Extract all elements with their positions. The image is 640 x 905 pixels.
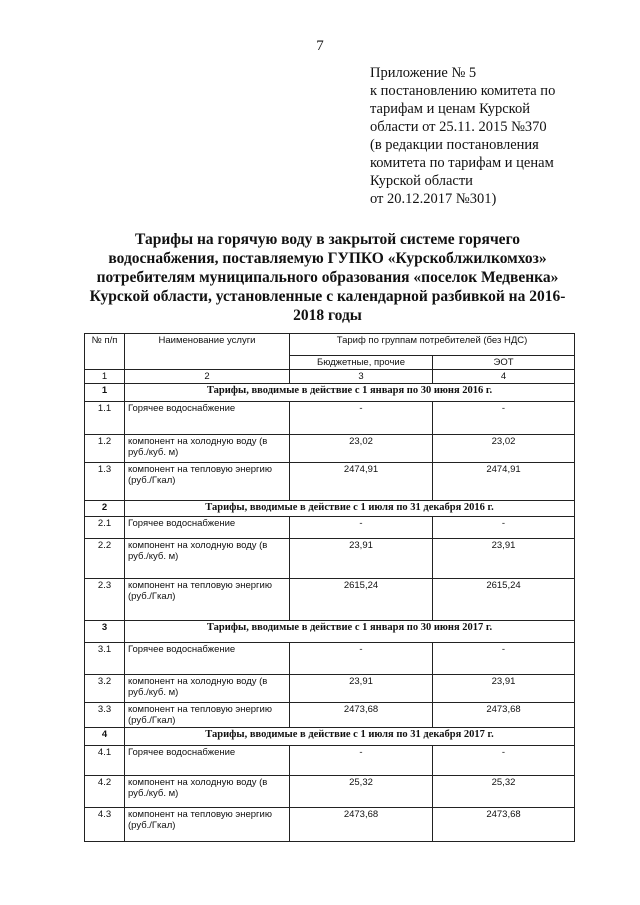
table-body [85,384,575,842]
appendix-line: к постановлению комитета по [370,83,556,99]
row-name: Горячее водоснабжение [125,402,290,435]
row-num: 1.2 [85,435,125,463]
header-budget: Бюджетные, прочие [290,356,433,370]
appendix-block [370,64,620,208]
appendix-line: области от 25.11. 2015 №370 [370,119,547,135]
section-num: 2 [85,501,125,517]
header-service-name: Наименование услуги [125,334,290,370]
row-eot-value: - [433,517,575,539]
row-eot-value: 23,02 [433,435,575,463]
page-number: 7 [316,38,324,54]
row-eot-value: 2473,68 [433,703,575,728]
header-eot: ЭОТ [433,356,575,370]
row-num: 2.2 [85,539,125,579]
row-num: 4.3 [85,808,125,842]
row-budget-value: - [290,402,433,435]
section-title: Тарифы, вводимые в действие с 1 июля по 31 декабря 2016 г. [125,501,575,517]
section-title: Тарифы, вводимые в действие с 1 июля по 31 декабря 2017 г. [125,728,575,746]
row-budget-value: 2615,24 [290,579,433,621]
row-budget-value: 2474,91 [290,463,433,501]
section-row [85,728,575,746]
header-tariff-group: Тариф по группам потребителей (без НДС) [290,334,575,356]
row-budget-value: - [290,643,433,675]
row-name: Горячее водоснабжение [125,643,290,675]
table-row [85,579,575,621]
row-eot-value: 2473,68 [433,808,575,842]
row-budget-value: 23,91 [290,539,433,579]
document-title [80,230,575,325]
table-row [85,539,575,579]
row-eot-value: 23,91 [433,539,575,579]
tariff-table [84,333,575,842]
row-num: 2.1 [85,517,125,539]
index-cell: 4 [433,370,575,384]
table-row [85,776,575,808]
row-eot-value: - [433,746,575,776]
row-budget-value: 2473,68 [290,808,433,842]
index-cell: 2 [125,370,290,384]
row-num: 3.3 [85,703,125,728]
header-num: № п/п [85,334,125,370]
row-num: 1.3 [85,463,125,501]
appendix-line: комитета по тарифам и ценам [370,155,554,171]
row-budget-value: 23,02 [290,435,433,463]
table-row [85,435,575,463]
row-num: 2.3 [85,579,125,621]
row-name: компонент на холодную воду (в руб./куб. м) [125,675,290,703]
row-eot-value: 25,32 [433,776,575,808]
index-cell: 3 [290,370,433,384]
title-line: Курской области, установленные с календарной разбивкой на 2016- [89,288,566,305]
row-name: компонент на холодную воду (в руб./куб. м) [125,776,290,808]
appendix-line: Курской области [370,173,473,189]
table-row [85,746,575,776]
section-title: Тарифы, вводимые в действие с 1 января по 30 июня 2016 г. [125,384,575,402]
row-budget-value: 23,91 [290,675,433,703]
table-row [85,643,575,675]
row-name: компонент на холодную воду (в руб./куб. м) [125,539,290,579]
row-eot-value: 2474,91 [433,463,575,501]
row-eot-value: 23,91 [433,675,575,703]
row-num: 3.2 [85,675,125,703]
table-row [85,463,575,501]
row-num: 1.1 [85,402,125,435]
row-name: компонент на тепловую энергию (руб./Гкал) [125,463,290,501]
row-budget-value: - [290,746,433,776]
row-budget-value: - [290,517,433,539]
row-eot-value: - [433,402,575,435]
section-num: 3 [85,621,125,643]
title-line: 2018 годы [293,307,362,324]
row-num: 4.2 [85,776,125,808]
row-name: компонент на тепловую энергию (руб./Гкал) [125,579,290,621]
table-header [85,334,575,384]
row-name: компонент на тепловую энергию (руб./Гкал) [125,703,290,728]
row-num: 4.1 [85,746,125,776]
table-row [85,675,575,703]
row-num: 3.1 [85,643,125,675]
index-cell: 1 [85,370,125,384]
section-row [85,384,575,402]
section-num: 4 [85,728,125,746]
row-name: компонент на холодную воду (в руб./куб. м) [125,435,290,463]
title-line: потребителям муниципального образования «поселок Медвенка» [96,269,559,286]
table-row [85,402,575,435]
row-eot-value: - [433,643,575,675]
title-line: водоснабжения, поставляемую ГУПКО «Курскоблжилкомхоз» [108,250,547,267]
appendix-line: тарифам и ценам Курской [370,101,531,117]
appendix-line: от 20.12.2017 №301) [370,191,497,207]
table-row [85,808,575,842]
section-num: 1 [85,384,125,402]
appendix-line: Приложение № 5 [370,65,477,81]
section-row [85,621,575,643]
row-name: Горячее водоснабжение [125,517,290,539]
table-row [85,703,575,728]
row-budget-value: 25,32 [290,776,433,808]
row-name: компонент на тепловую энергию (руб./Гкал) [125,808,290,842]
appendix-line: (в редакции постановления [370,137,539,153]
section-row [85,501,575,517]
row-name: Горячее водоснабжение [125,746,290,776]
row-budget-value: 2473,68 [290,703,433,728]
title-line: Тарифы на горячую воду в закрытой системе горячего [135,231,520,248]
table-row [85,517,575,539]
section-title: Тарифы, вводимые в действие с 1 января по 30 июня 2017 г. [125,621,575,643]
row-eot-value: 2615,24 [433,579,575,621]
